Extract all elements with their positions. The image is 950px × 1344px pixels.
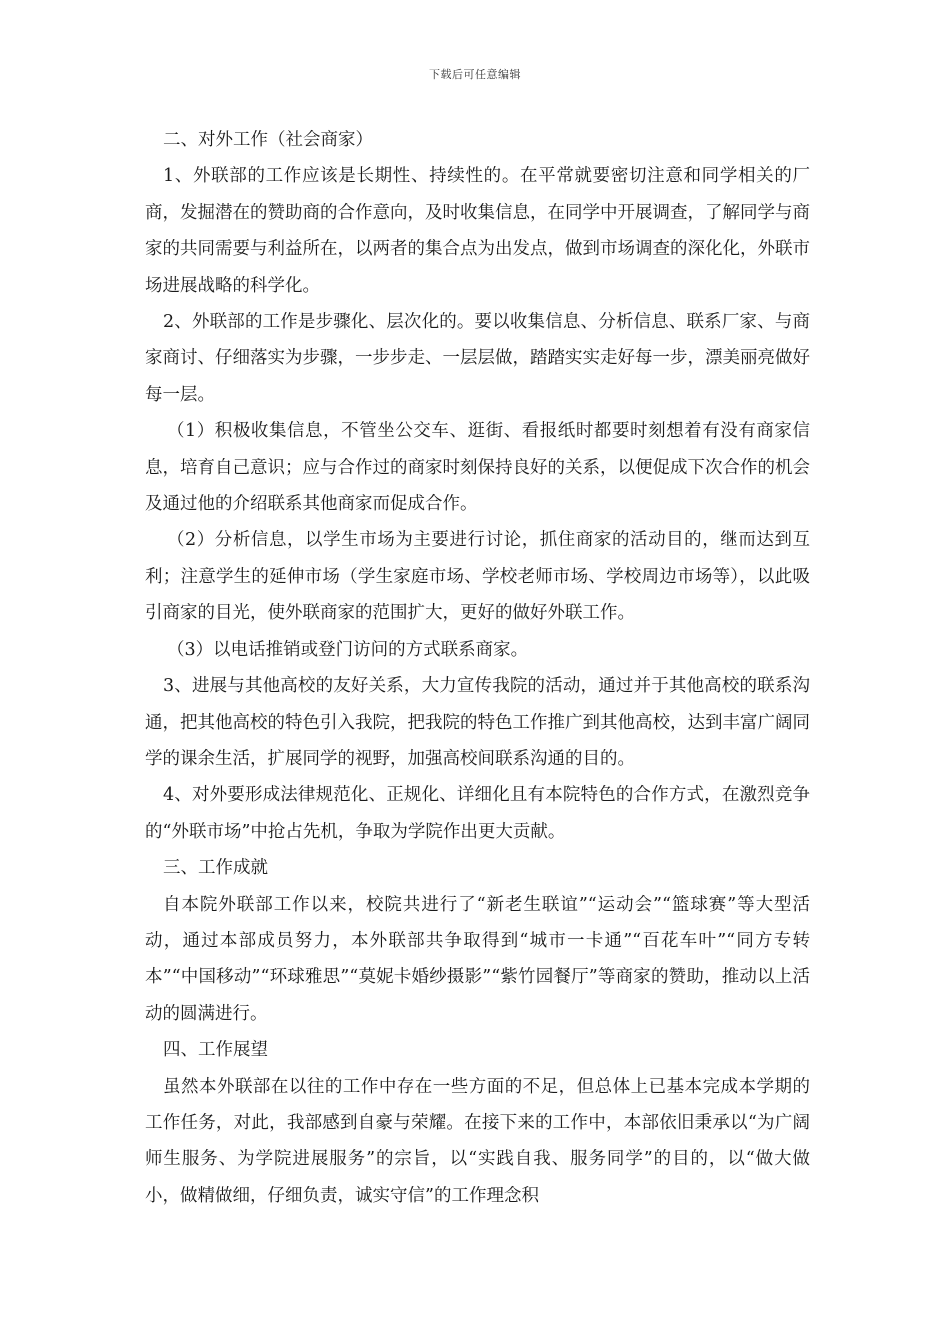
paragraph-outlook: 虽然本外联部在以往的工作中存在一些方面的不足，但总体上已基本完成本学期的工作任务，对此，我部感到自豪与荣耀。在接下来的工作中，本部依旧秉承以“为广阔师生服务、为学院进展服务”的宗旨，以“实践自我、服务同学”的目的，以“做大做小，做精做细，仔细负责，诚实守信”的工作理念积 [145,1076,810,1206]
section-heading-external-work: 二、对外工作（社会商家） [163,130,373,150]
document-body [145,122,810,1214]
paragraph-item-4: 4、对外要形成法律规范化、正规化、详细化且有本院特色的合作方式，在激烈竞争的“外联市场”中抢占先机，争取为学院作出更大贡献。 [145,785,810,842]
paragraph-sub-3: （3）以电话推销或登门访问的方式联系商家。 [167,639,529,660]
paragraph-sub-2: （2）分析信息，以学生市场为主要进行讨论，抓住商家的活动目的，继而达到互利；注意学生的延伸市场（学生家庭市场、学校老师市场、学校周边市场等），以此吸引商家的目光，使外联商家的范围扩大，更好的做好外联工作。 [145,530,810,624]
paragraph-item-3: 3、进展与其他高校的友好关系，大力宣传我院的活动，通过并于其他高校的联系沟通，把其他高校的特色引入我院，把我院的特色工作推广到其他高校，达到丰富广阔同学的课余生活，扩展同学的视野，加强高校间联系沟通的目的。 [145,676,810,769]
paragraph-sub-1: （1）积极收集信息，不管坐公交车、逛街、看报纸时都要时刻想着有没有商家信息，培育自己意识；应与合作过的商家时刻保持良好的关系，以便促成下次合作的机会及通过他的介绍联系其他商家而促成合作。 [145,421,810,515]
section-heading-outlook: 四、工作展望 [163,1040,268,1061]
page-header-note: 下载后可任意编辑 [429,68,521,81]
paragraph-item-2: 2、外联部的工作是步骤化、层次化的。要以收集信息、分析信息、联系厂家、与商家商讨、仔细落实为步骤，一步步走、一层层做，踏踏实实走好每一步，漂美丽亮做好每一层。 [145,312,810,405]
section-heading-achievements: 三、工作成就 [163,858,268,879]
paragraph-item-1: 1、外联部的工作应该是长期性、持续性的。在平常就要密切注意和同学相关的厂商，发掘潜在的赞助商的合作意向，及时收集信息，在同学中开展调查，了解同学与商家的共同需要与利益所在，以两者的集合点为出发点，做到市场调查的深化化，外联市场进展战略的科学化。 [145,166,810,296]
paragraph-achievements: 自本院外联部工作以来，校院共进行了“新老生联谊”“运动会”“篮球赛”等大型活动，通过本部成员努力，本外联部共争取得到“城市一卡通”“百花车叶”“同方专转本”“中国移动”“环球雅思”“莫妮卡婚纱摄影”“紫竹园餐厅”等商家的赞助，推动以上活动的圆满进行。 [145,894,810,1024]
